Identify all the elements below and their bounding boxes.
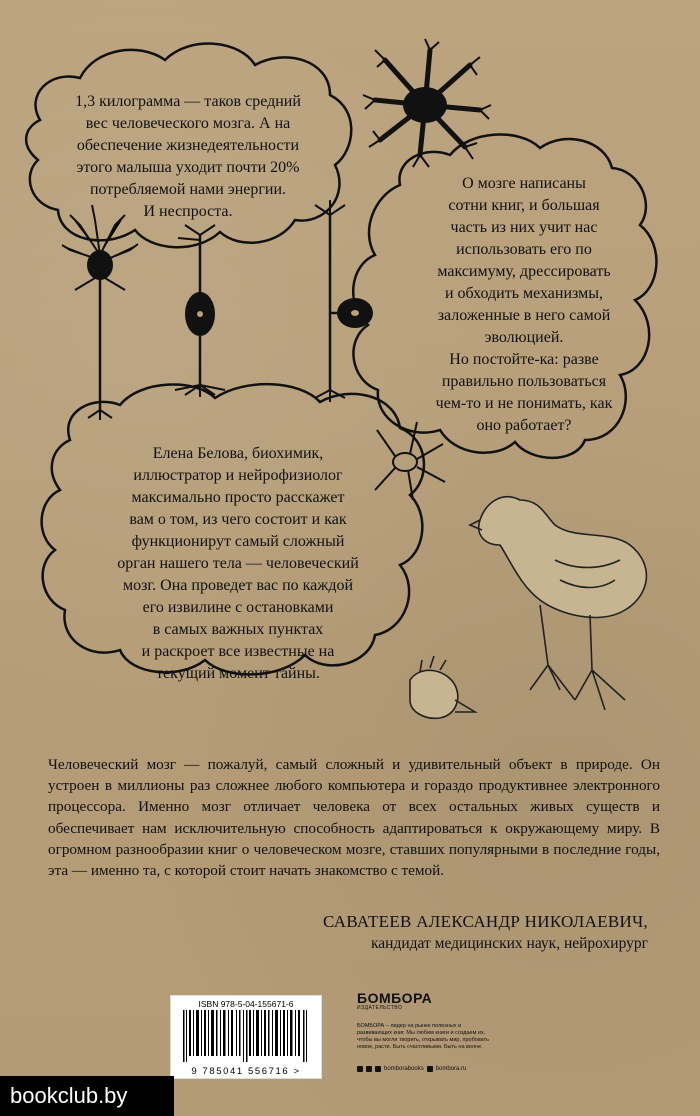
bubble-1-line: вес человеческого мозга. А на xyxy=(85,115,291,132)
bubble-1-text xyxy=(58,91,318,223)
bubble-3-line: в самых важных пунктах xyxy=(152,621,324,638)
barcode-icon xyxy=(181,1010,311,1062)
bubble-2-line: и обходить механизмы, xyxy=(444,285,603,302)
bubble-3-line: вам о том, из чего состоит и как xyxy=(129,511,347,528)
bubble-2-text xyxy=(408,173,640,437)
social-icon xyxy=(357,1066,363,1072)
bubble-1-line: потребляемой нами энергии. xyxy=(89,181,287,198)
social-icon xyxy=(366,1066,372,1072)
publisher-sub: ИЗДАТЕЛЬСТВО xyxy=(357,1005,403,1011)
neuron-star-top xyxy=(363,39,491,167)
bubble-3-line: его извилине с остановками xyxy=(142,599,334,616)
social-icon xyxy=(375,1066,381,1072)
bubble-2-line: использовать его по xyxy=(456,241,592,258)
publisher-site[interactable]: bombora.ru xyxy=(435,1066,467,1072)
bubble-1-line: И неспроста. xyxy=(143,203,233,220)
bubble-3-line: иллюстратор и нейрофизиолог xyxy=(133,467,343,484)
bubble-2-line: чем-то и не понимать, как xyxy=(435,395,613,412)
bubble-2-line: часть из них учит нас xyxy=(450,219,598,236)
bubble-3-line: Елена Белова, биохимик, xyxy=(152,445,324,462)
bubble-3-line: текущий момент тайны. xyxy=(156,665,320,682)
barcode-digits: 9 785041 556716 > xyxy=(191,1066,301,1077)
barcode-block xyxy=(170,995,322,1079)
chicken-illustration xyxy=(410,497,646,719)
bubble-2-line: правильно пользоваться xyxy=(441,373,607,390)
review-text: Человеческий мозг — пожалуй, самый сложный и удивительный объект в природе. Он устроен в миллионы раз сложнее любого компьютера и гораздо продуктивнее электронного процессора. Именно мозг отличает человека от всех остальных живых существ и обеспечивает нам исключительную способность адаптироваться к окружающему миру. В огромном разнообразии книг о человеческом мозге, ставших популярными в последние годы, эта — именно та, с которой стоит начать знакомство с темой. xyxy=(48,756,660,880)
bubble-3-line: мозг. Она проведет вас по каждой xyxy=(122,577,354,594)
bubble-3-line: и раскроет все известные на xyxy=(141,643,335,660)
neuron-right xyxy=(315,200,373,402)
watermark: bookclub.by xyxy=(0,1076,174,1116)
publisher-logo: БОМБОРА xyxy=(357,990,433,1006)
bubble-3-line: орган нашего тела — человеческий xyxy=(117,555,359,572)
bubble-1-line: обеспечение жизнедеятельности xyxy=(76,137,300,154)
review-author-title: кандидат медицинских наук, нейрохирург xyxy=(371,935,648,952)
bubble-2-line: эволюцией. xyxy=(484,329,564,346)
publisher-description: БОМБОРА – лидер на рынке полезных и развивающих книг. Мы любим книги и создаем их, чтобы вы могли творить, открывать мир, пробовать новое, расти. Быть счастливыми. Быть на волне. xyxy=(357,1023,490,1050)
bubble-3-text xyxy=(82,443,394,685)
bubble-3-line: максимально просто расскажет xyxy=(131,489,345,506)
bubble-1-line: 1,3 килограмма — таков средний xyxy=(75,93,301,110)
bubble-2-line: максимуму, дрессировать xyxy=(437,263,611,280)
bubble-2-line: Но постойте-ка: разве xyxy=(449,351,599,368)
neuron-middle xyxy=(175,225,225,397)
neuron-left xyxy=(62,205,138,420)
publisher-links xyxy=(357,1066,466,1072)
isbn-label: ISBN 978-5-04-155671-6 xyxy=(198,999,294,1009)
bubble-2-line: О мозге написаны xyxy=(462,175,586,192)
bubble-2-line: сотни книг, и большая xyxy=(448,197,600,214)
web-icon xyxy=(427,1066,433,1072)
bubble-2-line: оно работает? xyxy=(476,417,572,434)
bubble-2-line: заложенные в него самой xyxy=(437,307,611,324)
review-author: САВАТЕЕВ АЛЕКСАНДР НИКОЛАЕВИЧ, xyxy=(322,912,648,931)
publisher-social-handle[interactable]: bomborabooks xyxy=(384,1066,424,1072)
bubble-3-line: функционирут самый сложный xyxy=(131,533,345,550)
bubble-1-line: этого малыша уходит почти 20% xyxy=(76,159,300,176)
